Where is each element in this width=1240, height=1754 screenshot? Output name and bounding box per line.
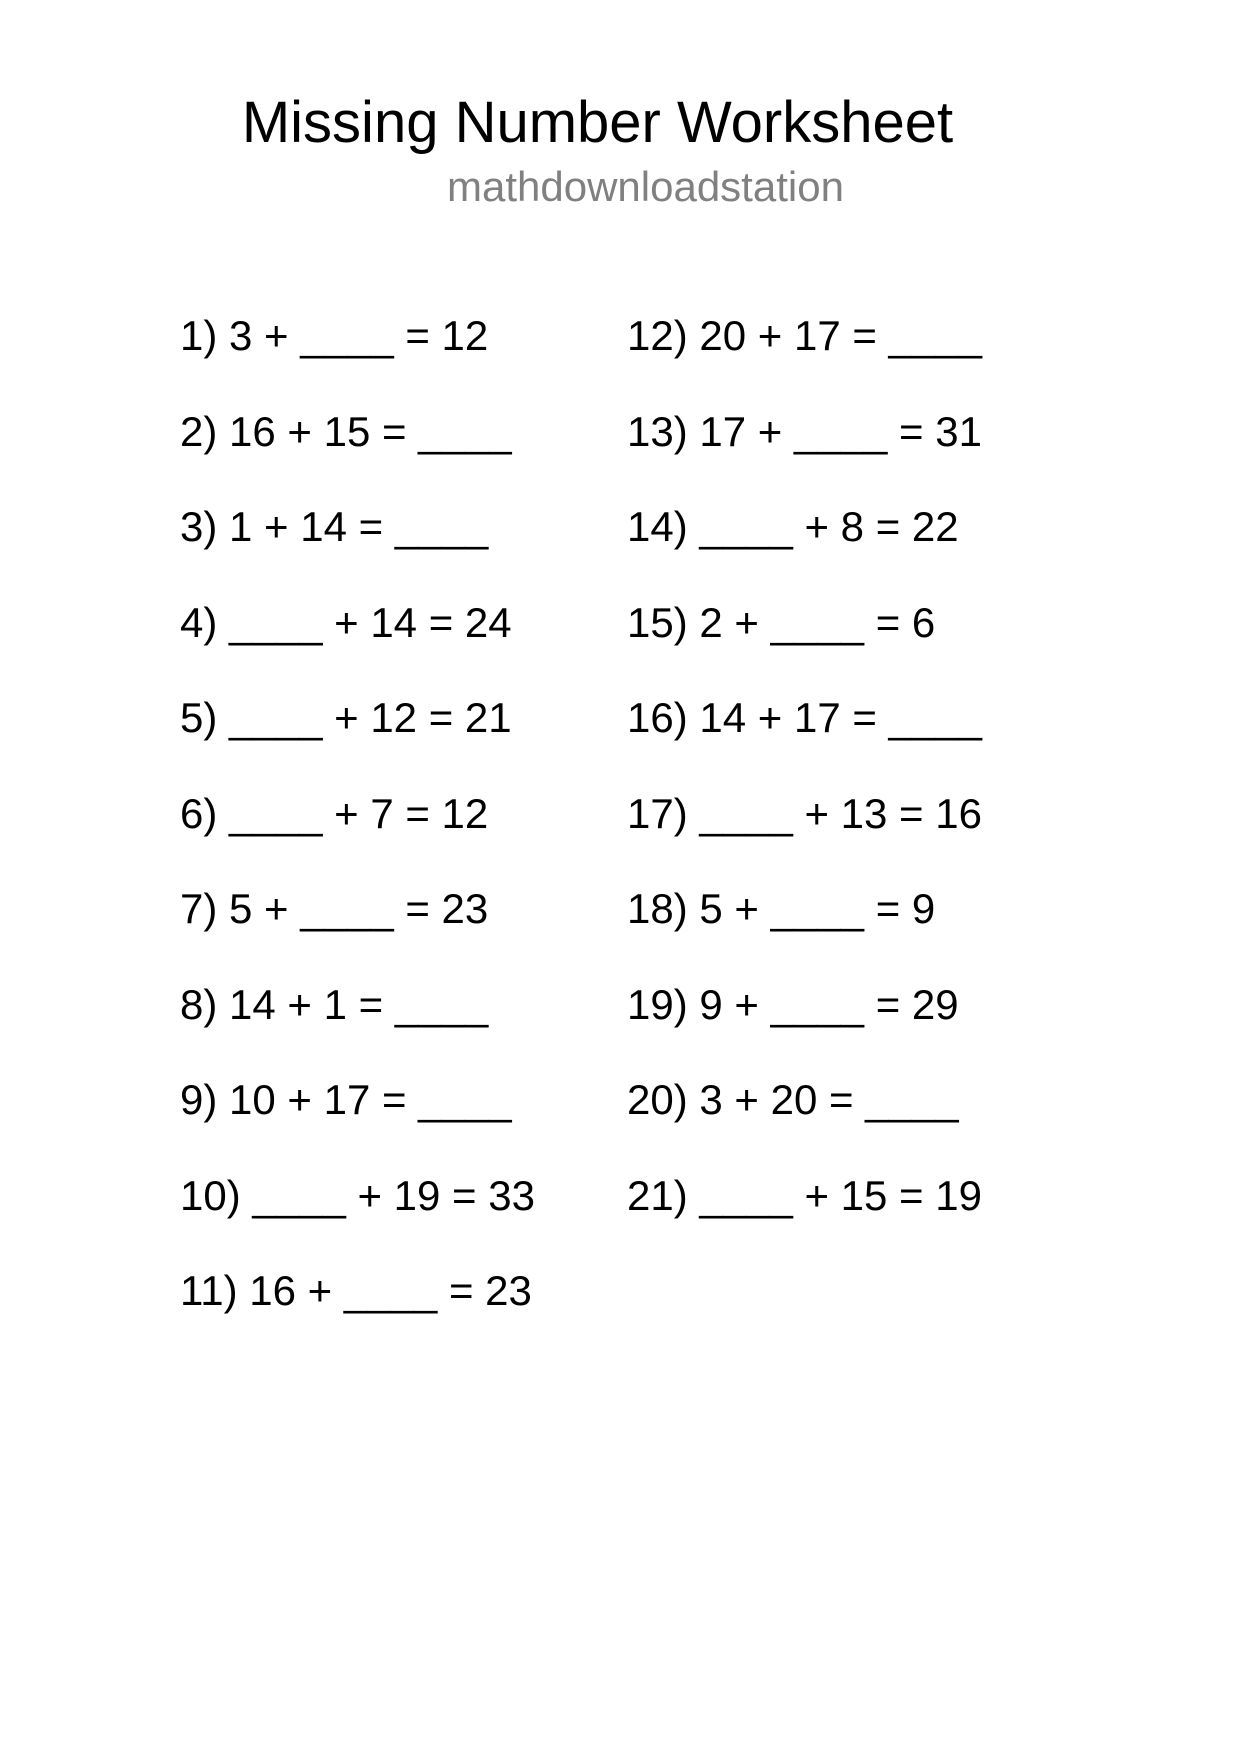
problem-1: 1) 3 + ____ = 12 — [180, 312, 489, 359]
problem-13: 13) 17 + ____ = 31 — [627, 407, 982, 455]
problem-5: 5) ____ + 12 = 21 — [180, 694, 512, 741]
problem-16: 16) 14 + 17 = ____ — [627, 694, 982, 741]
problem-11: 11) 16 + ____ = 23 — [180, 1267, 532, 1314]
problem-10: 10) ____ + 19 = 33 — [180, 1171, 535, 1219]
problem-18: 18) 5 + ____ = 9 — [627, 885, 936, 932]
worksheet-source: mathdownloadstation — [447, 163, 844, 210]
problem-3: 3) 1 + 14 = ____ — [180, 503, 489, 550]
problem-21: 21) ____ + 15 = 19 — [627, 1171, 982, 1219]
problem-2: 2) 16 + 15 = ____ — [180, 407, 512, 455]
problem-6: 6) ____ + 7 = 12 — [180, 789, 489, 837]
problem-14: 14) ____ + 8 = 22 — [627, 503, 959, 550]
problem-15: 15) 2 + ____ = 6 — [627, 598, 936, 646]
problems-column-right — [627, 310, 982, 1265]
problem-20: 20) 3 + 20 = ____ — [627, 1076, 959, 1123]
problem-9: 9) 10 + 17 = ____ — [180, 1076, 512, 1123]
problem-7: 7) 5 + ____ = 23 — [180, 885, 489, 932]
worksheet-title: Missing Number Worksheet — [241, 90, 954, 155]
problem-17: 17) ____ + 13 = 16 — [627, 789, 982, 837]
problem-4: 4) ____ + 14 = 24 — [180, 598, 512, 646]
problems-column-left — [180, 310, 535, 1361]
problem-8: 8) 14 + 1 = ____ — [180, 980, 489, 1028]
problem-19: 19) 9 + ____ = 29 — [627, 980, 959, 1028]
problem-12: 12) 20 + 17 = ____ — [627, 312, 982, 359]
